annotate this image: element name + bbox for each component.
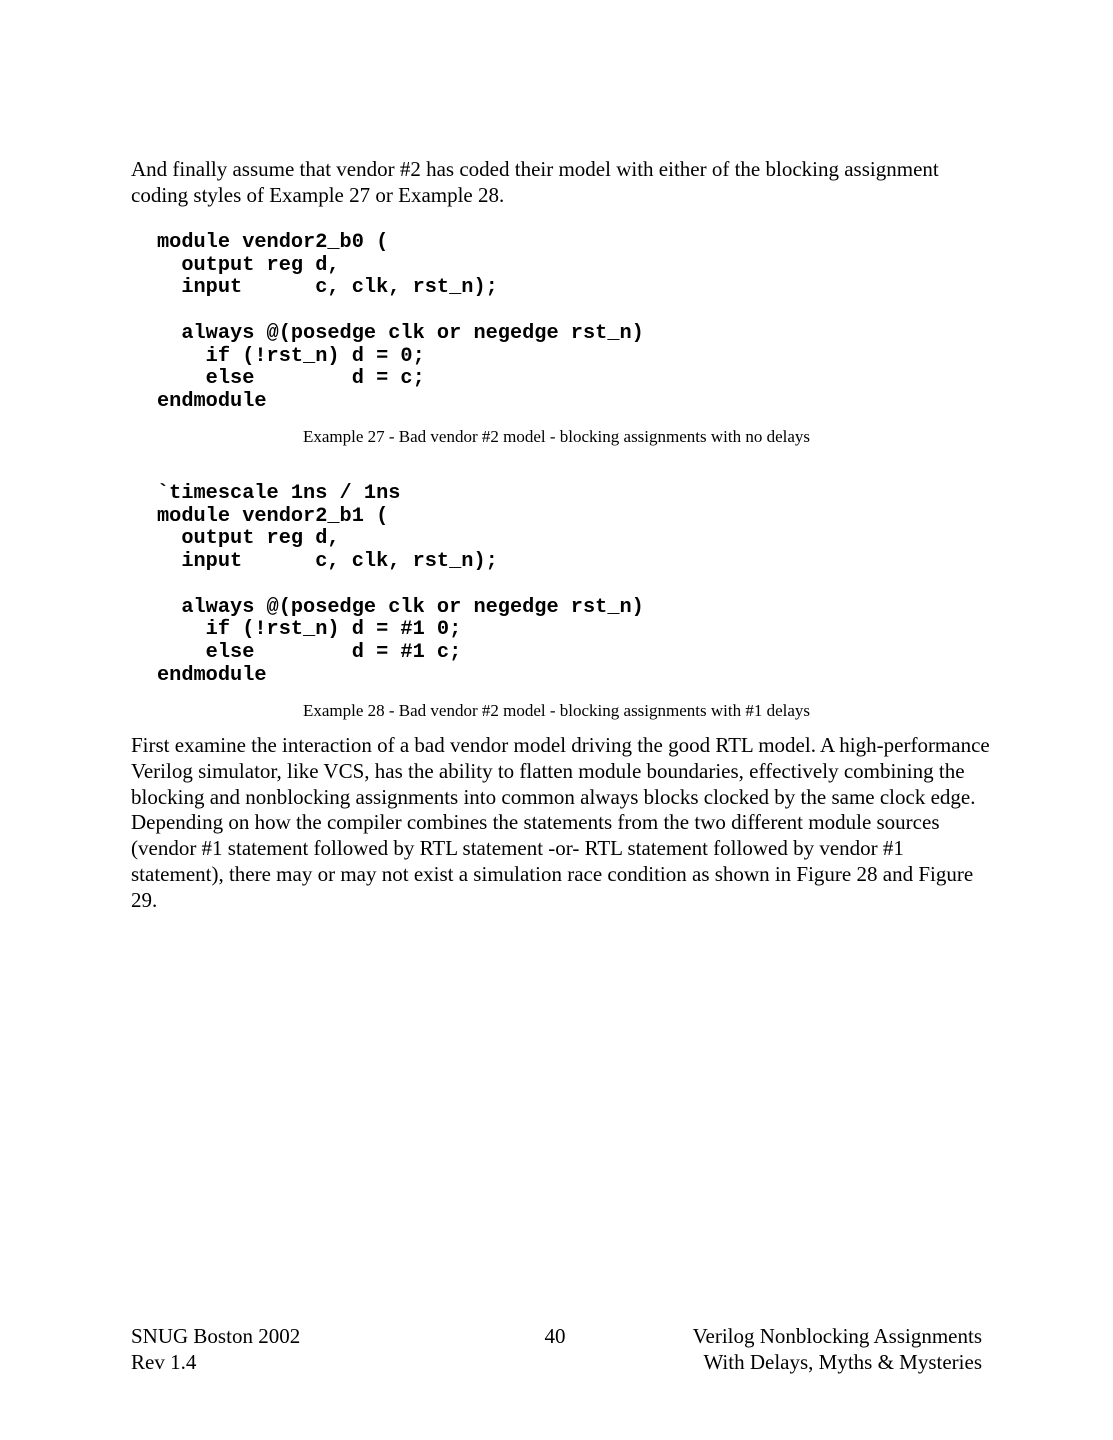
- caption-example-28: Example 28 - Bad vendor #2 model - blocking assignments with #1 delays: [302, 701, 811, 720]
- footer-left: [131, 1323, 300, 1375]
- code-example-27: module vendor2_b0 ( output reg d, input c, clk, rst_n); always @(posedge clk or negedge rst_n) if (!rst_n) d = 0; else d = c; endmodule: [157, 231, 644, 413]
- page-number: 40: [544, 1324, 566, 1348]
- intro-paragraph: And finally assume that vendor #2 has coded their model with either of the blocking assignment coding styles of Example 27 or Example 28.: [131, 157, 939, 207]
- caption-example-27: Example 27 - Bad vendor #2 model - blocking assignments with no delays: [302, 427, 811, 446]
- body-paragraph: First examine the interaction of a bad vendor model driving the good RTL model. A high-performance Verilog simulator, like VCS, has the ability to flatten module boundaries, effectively combining the blocking and nonblocking assignments into common always blocks clocked by the same clock edge. Depending on how the compiler combines the statements from the two different module sources (vendor #1 statement followed by RTL statement -or- RTL statement followed by vendor #1 statement), there may or may not exist a simulation race condition as shown in Figure 28 and Figure 29.: [131, 733, 990, 912]
- code-example-28: `timescale 1ns / 1ns module vendor2_b1 ( output reg d, input c, clk, rst_n); always @(posedge clk or negedge rst_n) if (!rst_n) d = #1 0; else d = #1 c; endmodule: [157, 482, 644, 687]
- footer-title-1: Verilog Nonblocking Assignments: [692, 1324, 982, 1348]
- footer-right: [693, 1323, 982, 1375]
- footer-revision: Rev 1.4: [131, 1350, 197, 1374]
- footer-conference: SNUG Boston 2002: [131, 1324, 301, 1348]
- footer-title-2: With Delays, Myths & Mysteries: [703, 1350, 982, 1374]
